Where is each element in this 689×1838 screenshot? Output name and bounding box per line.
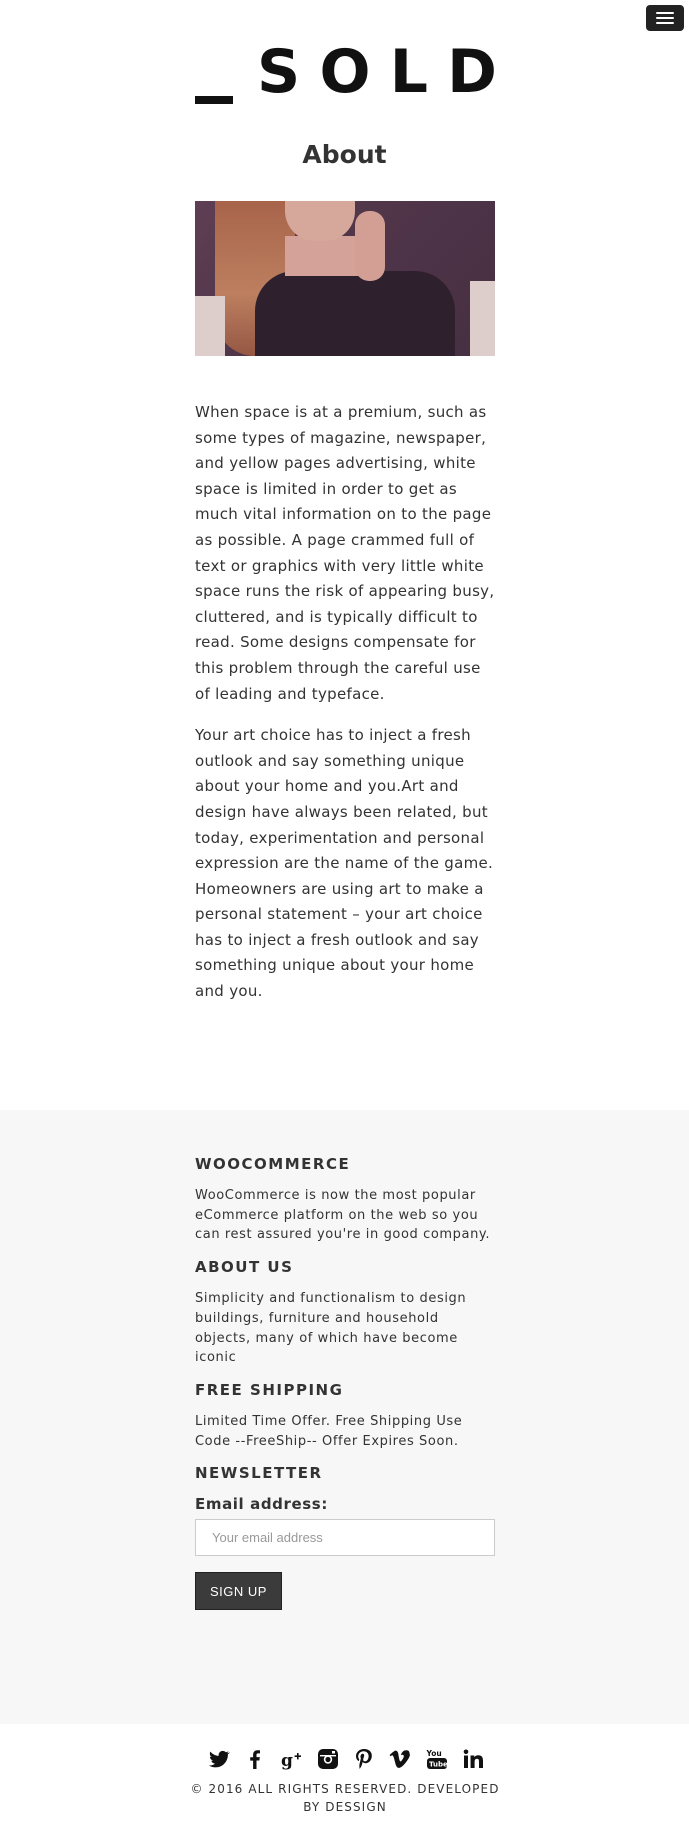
vimeo-icon[interactable] [388,1747,412,1771]
widget-title-newsletter: NEWSLETTER [195,1464,323,1483]
widget-title-about-us: ABOUT US [195,1258,294,1277]
about-content [195,400,495,1005]
logo-letter: L [389,37,428,107]
content-paragraph: When space is at a premium, such as some types of magazine, newspaper, and yellow pages advertising, white space is limited in order to get as much vital information on to the page as possible. A page crammed full of text or graphics with very little white space runs the risk of appearing busy, cluttered, and is typically difficult to read. Some designs compensate for this problem through the careful use of leading and typeface. [195,403,495,703]
widget-text-woocommerce: WooCommerce is now the most popular eCommerce platform on the web so you can rest assured you're in good company. [195,1188,491,1243]
pinterest-icon[interactable] [352,1747,376,1771]
hero-image [195,201,495,356]
widget-text-free-shipping: Limited Time Offer. Free Shipping Use Code --FreeShip-- Offer Expires Soon. [195,1413,463,1449]
site-logo[interactable] [195,37,497,110]
logo-word [257,37,497,107]
svg-text:You: You [426,1749,442,1758]
widget-text-about-us: Simplicity and functionalism to design buildings, furniture and household objects, many of which have become iconic [195,1291,467,1366]
content-paragraph: Your art choice has to inject a fresh outlook and say something unique about your home and you.Art and design have always been related, but today, experimentation and personal expression are the name of the game. Homeowners are using art to make a personal statement – your art choice has to inject a fresh outlook and say something unique about your home and you. [195,726,494,1001]
hero-image-tint [195,201,495,356]
logo-letter: D [447,37,497,107]
hamburger-icon-bar [656,17,674,19]
social-links [207,1747,485,1771]
site-footer [0,1724,689,1838]
logo-letter: O [319,37,371,107]
twitter-icon[interactable] [207,1747,231,1771]
logo-dash [195,96,233,104]
page-title: About [302,140,387,169]
youtube-icon[interactable] [425,1747,449,1771]
email-label: Email address: [195,1495,328,1514]
signup-button[interactable]: SIGN UP [195,1572,282,1610]
instagram-icon[interactable] [316,1747,340,1771]
widget-title-free-shipping: FREE SHIPPING [195,1380,344,1399]
logo-letter: S [257,37,301,107]
hamburger-icon-bar [656,12,674,14]
facebook-icon[interactable] [243,1747,267,1771]
linkedin-icon[interactable] [461,1747,485,1771]
footer-widgets [0,1110,689,1724]
svg-text:Tube: Tube [428,1760,448,1769]
widget-title-woocommerce: WOOCOMMERCE [195,1155,351,1173]
hamburger-icon-bar [656,22,674,24]
copyright-text: © 2016 ALL RIGHTS RESERVED. DEVELOPED BY DESSIGN [190,1782,500,1814]
svg-text:g: g [280,1751,293,1771]
google-plus-icon[interactable] [280,1747,304,1771]
menu-toggle-button[interactable] [646,5,684,31]
email-field[interactable] [195,1519,495,1556]
